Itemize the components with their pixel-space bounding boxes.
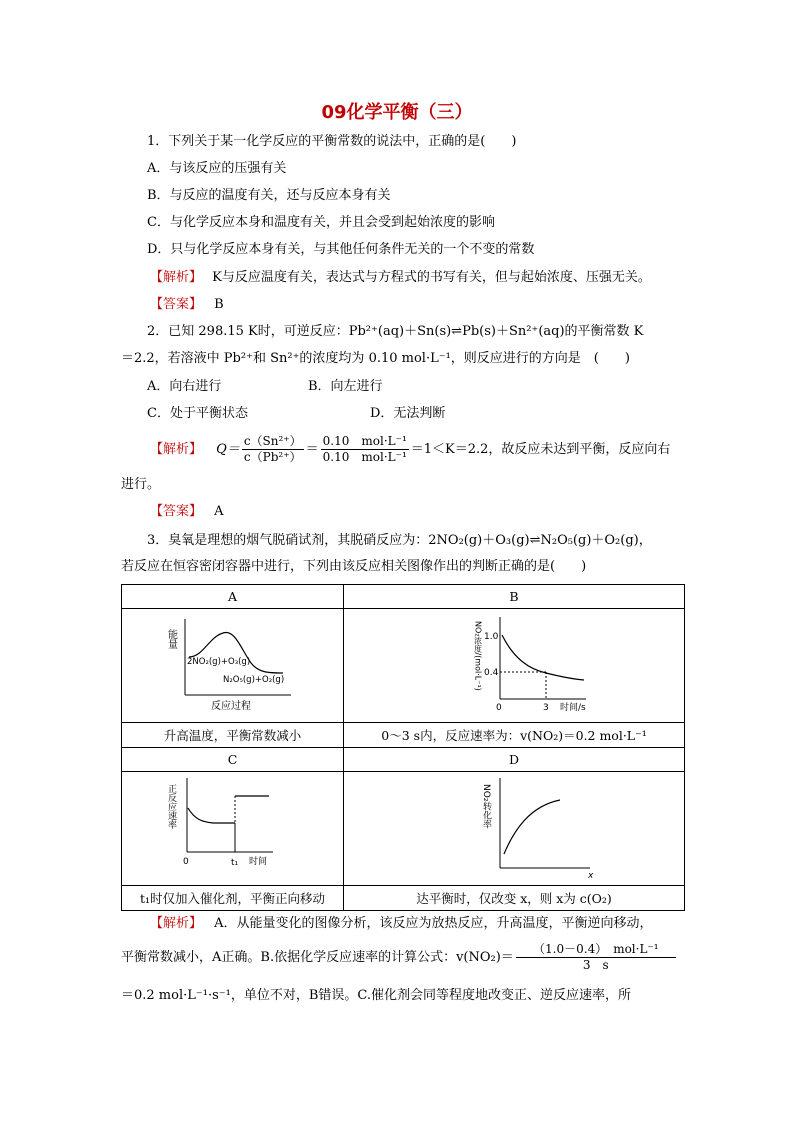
figure-b-y-04: 0.4 (484, 668, 499, 678)
caption-b: 0～3 s内，反应速率为：v(NO₂)＝0.2 mol·L⁻¹ (344, 723, 685, 748)
figure-a-products: N₂O₅(g)+O₂(g) (222, 675, 284, 685)
caption-d: 达平衡时，仅改变 x，则 x为 c(O₂) (344, 886, 685, 911)
answer-tag: 【答案】 (150, 504, 203, 519)
figure-c-t1: t₁ (230, 858, 238, 868)
figure-c-rate-plot (123, 772, 343, 882)
figure-d-xlabel: x (588, 871, 594, 881)
figure-c-xlabel: 时间 (248, 857, 267, 867)
answer-tag: 【答案】 (150, 297, 203, 312)
figure-b-ylabel: NO₂浓度/(mol·L⁻¹) (473, 621, 483, 691)
q3-analysis-line1 (150, 914, 653, 934)
q1-answer-value: B (214, 297, 224, 312)
figure-d-conversion-plot (364, 772, 664, 882)
q1-option-a: A．与该反应的压强有关 (147, 161, 287, 176)
figure-b-xlabel: 时间/s (560, 703, 586, 713)
q3-stem-line2: 若反应在恒容密闭容器中进行，下列由该反应相关图像作出的判断正确的是( ) (121, 559, 587, 574)
figure-c-cell (122, 772, 344, 886)
q3-analysis-text-1: A．从能量变化的图像分析，该反应为放热反应，升高温度，平衡逆向移动， (214, 916, 653, 931)
q2-option-d: D．无法判断 (370, 406, 446, 421)
q1-analysis (150, 268, 651, 288)
figure-c-ylabel: 正反应速率 (165, 784, 176, 829)
q2-analysis (150, 430, 670, 470)
analysis-tag: 【解析】 (150, 270, 203, 285)
figure-a-xlabel: 反应过程 (210, 701, 251, 712)
caption-a: 升高温度，平衡常数减小 (122, 723, 344, 748)
analysis-tag: 【解析】 (150, 442, 203, 457)
figure-a-reactants: 2NO₂(g)+O₃(g) (186, 657, 250, 667)
q3-stem-line1: 3．臭氧是理想的烟气脱硝试剂，其脱硝反应为：2NO₂(g)＋O₃(g)⇌N₂O₅(g)＋O₂(g)， (147, 533, 652, 548)
table-header-d: D (344, 748, 685, 772)
table-header-a: A (122, 585, 344, 609)
q3-analysis-line2 (121, 938, 678, 978)
figure-d-ylabel: NO₂转化率 (481, 784, 491, 829)
figure-b-y-1: 1.0 (484, 632, 499, 642)
q1-option-c: C．与化学反应本身和温度有关，并且会受到起始浓度的影响 (147, 215, 495, 230)
figure-b-cell (344, 609, 685, 723)
figure-b-x-3: 3 (543, 703, 549, 713)
figure-b-x-0: 0 (496, 703, 502, 713)
q1-option-b: B．与反应的温度有关，还与反应本身有关 (147, 188, 391, 203)
fraction-numerator: c（Sn²⁺） (243, 434, 302, 448)
q1-answer (150, 295, 224, 315)
fraction-denominator: c（Pb²⁺） (243, 450, 302, 464)
q2-q-label: Q＝ (216, 442, 240, 457)
q3-analysis-text-2: 平衡常数减小，A正确。B.依据化学反应速率的计算公式：v(NO₂)＝ (121, 950, 514, 965)
fraction-numerator: 0.10 mol·L⁻¹ (322, 434, 407, 448)
q2-analysis-line2: 进行。 (121, 477, 161, 492)
q2-stem-line1: 2．已知 298.15 K时，可逆反应：Pb²⁺(aq)＋Sn(s)⇌Pb(s)＋Sn²⁺(aq)的平衡常数 K (147, 324, 644, 339)
fraction-denominator: 0.10 mol·L⁻¹ (322, 450, 407, 464)
figure-a-energy-diagram (123, 609, 343, 719)
table-header-c: C (122, 748, 344, 772)
q2-analysis-tail: ＝1＜K＝2.2，故反应未达到平衡，反应向右 (410, 442, 671, 457)
page-title: 09化学平衡（三） (321, 102, 473, 123)
q3-options-table (121, 584, 685, 911)
q2-option-c: C．处于平衡状态 (147, 406, 248, 421)
figure-c-x-0: 0 (182, 857, 189, 867)
q1-option-d: D．只与化学反应本身有关，与其他任何条件无关的一个不变的常数 (147, 242, 535, 257)
q2-stem-line2: ＝2.2，若溶液中 Pb²⁺和 Sn²⁺的浓度均为 0.10 mol·L⁻¹，则反应进行的方向是 ( ) (121, 351, 630, 366)
q2-answer-value: A (214, 504, 224, 519)
q1-stem: 1．下列关于某一化学反应的平衡常数的说法中，正确的是( ) (147, 134, 517, 149)
table-header-b: B (344, 585, 685, 609)
figure-a-cell (122, 609, 344, 723)
q3-rate-fraction (516, 942, 676, 973)
q2-answer (150, 502, 224, 522)
figure-a-ylabel: 能量 (165, 629, 176, 649)
q1-analysis-text: K与反应温度有关，表达式与方程式的书写有关，但与起始浓度、压强无关。 (212, 270, 651, 285)
fraction-denominator: 3 s (582, 958, 609, 972)
analysis-tag: 【解析】 (150, 916, 203, 931)
figure-b-concentration-plot (364, 609, 664, 719)
q2-equals: ＝ (305, 442, 319, 457)
figure-d-cell (344, 772, 685, 886)
q2-fraction-values (321, 434, 409, 465)
q2-option-a: A．向右进行 (147, 379, 222, 394)
q2-fraction-concentration (242, 434, 304, 465)
q3-analysis-line3: ＝0.2 mol·L⁻¹·s⁻¹，单位不对，B错误。C.催化剂会同等程度地改变正、逆反应速率，所 (121, 988, 632, 1003)
q2-option-b: B．向左进行 (308, 379, 383, 394)
fraction-numerator: （1.0－0.4） mol·L⁻¹ (516, 942, 676, 958)
caption-c: t₁时仅加入催化剂，平衡正向移动 (122, 886, 344, 911)
